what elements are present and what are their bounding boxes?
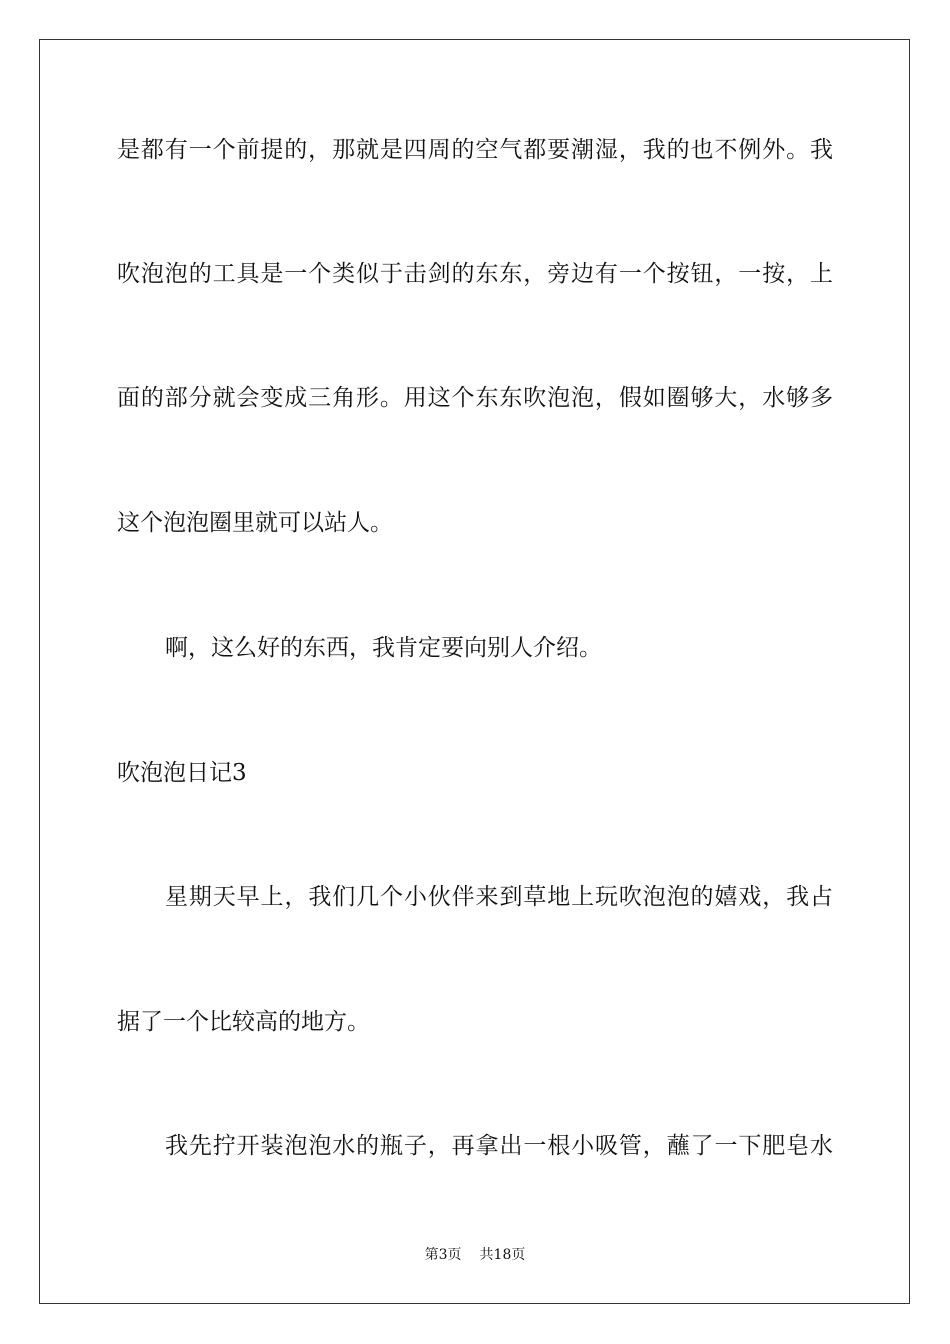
paragraph-line: 面的部分就会变成三角形。用这个东东吹泡泡，假如圈够大，水够多: [117, 385, 833, 411]
paragraph-line: 是都有一个前提的，那就是四周的空气都要潮湿，我的也不例外。我: [117, 137, 833, 163]
paragraph-line: 这个泡泡圈里就可以站人。: [117, 510, 393, 536]
page-footer: [0, 1246, 950, 1264]
paragraph-line: 据了一个比较高的地方。: [117, 1009, 370, 1035]
page-total: 共18页: [479, 1247, 526, 1263]
section-heading: 吹泡泡日记3: [117, 760, 247, 786]
paragraph-line: 吹泡泡的工具是一个类似于击剑的东东，旁边有一个按钮，一按，上: [117, 261, 833, 287]
page-number: 第3页: [424, 1247, 462, 1263]
page-border: [39, 39, 910, 1304]
paragraph-line: 啊，这么好的东西，我肯定要向别人介绍。: [165, 635, 602, 661]
paragraph-line: 星期天早上，我们几个小伙伴来到草地上玩吹泡泡的嬉戏，我占: [165, 884, 833, 910]
paragraph-line: 我先拧开装泡泡水的瓶子，再拿出一根小吸管，蘸了一下肥皂水: [165, 1133, 833, 1159]
